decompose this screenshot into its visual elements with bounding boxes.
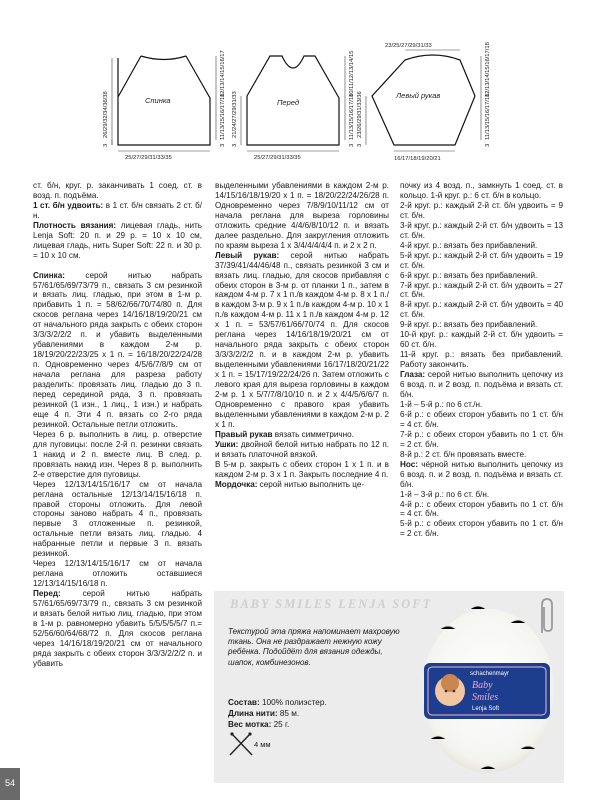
page-number: 54 bbox=[4, 778, 15, 788]
yarn-info-box bbox=[214, 591, 564, 783]
svg-text:3: 3 bbox=[232, 143, 238, 147]
svg-text:3: 3 bbox=[103, 143, 109, 147]
svg-text:schachenmayr: schachenmayr bbox=[470, 671, 510, 677]
paragraph: 1 ст. б/н удвоить: в 1 ст. б/н связать 2 ст. б/н. bbox=[33, 200, 202, 220]
paragraph: 9-й круг. р.: вязать без прибавлений. bbox=[400, 320, 538, 330]
paragraph: Спинка: серой нитью набрать 57/61/65/69/73/79 п., связать 3 см резинкой и вязать лиц. гладью, при этом в 1-м р. прибавить 1 п. = 58/62/66/70/74/80 п. Для скосов реглана через 14/16/18/19/20/21 см от начального ряда закрыть с обеих сторон 3/3/3/2/2/2 п. и убавить выделенными убавлениями в каждом 2-м р. 18/19/20/22/23/25 х 1 п. = 16/18/20/22/24/28 п. Одновременно через 4/5/6/7/8/9 см от начала реглана для разреза работу разделить: провязать лиц. гладью до 3 п. перед серединой ряда, 3 п. провязать резинкой (1 изн., 1 лиц., 1 изн.) и набрать еще 4 п. Эти 4 п. вязать со 2-го ряда резинкой. Остальные петли отложить. bbox=[33, 270, 202, 429]
paragraph: 3-й круг. р.: каждый 2-й ст. б/н удвоить = 13 ст. б/н. bbox=[400, 220, 563, 240]
paragraph: 6-й р.: с обеих сторон убавить по 1 ст. б/н = 4 ст. б/н. bbox=[400, 409, 563, 429]
front-raglan: 10/11/12/13/14/15 bbox=[349, 50, 355, 97]
paragraph: Через 12/13/14/15/16/17 см от начала реглана отложить оставшиеся 12/13/14/15/16/18 п. bbox=[33, 559, 202, 589]
pattern-schematics bbox=[0, 0, 596, 178]
paragraph: В 5-м р. закрыть с обеих сторон 1 х 1 п. и в каждом 2-м р. 3 х 1 п. Закрыть последние 4 п. bbox=[215, 459, 389, 479]
paragraph: Мордочка: серой нитью выполнить це- bbox=[215, 479, 365, 489]
paragraph: 6-й круг. р.: вязать без прибавлений. bbox=[400, 270, 538, 280]
instructions-column-1 bbox=[33, 181, 202, 669]
paragraph: выделенными убавлениями в каждом 2-м р. 14/15/16/18/19/20 х 1 п. = 18/20/22/24/26/28 п. Одновременно через 7/8/9/10/11/12 см от начала реглана для выреза горловины отложить средние 4/4/6/8/10/12 п. и вязать далее раздельно. Для закругления отложить по краям выреза 1 х 3/4/4/4/4/4 п. и 2 х 2 п. bbox=[215, 181, 389, 250]
knitting-needles-icon bbox=[228, 731, 254, 757]
needle-size: 4 мм bbox=[254, 740, 271, 749]
back-label: Спинка bbox=[145, 96, 171, 105]
paragraph: Нос: чёрной нитью выполнить цепочку из 6 возд. п. и 2 возд. п. подъёма и вязать ст. б/н. bbox=[400, 459, 563, 489]
yarn-composition: Состав: 100% полиэстер. bbox=[228, 698, 327, 707]
instructions-column-3 bbox=[400, 181, 563, 539]
back-width: 25/27/29/31/33/35 bbox=[125, 155, 172, 161]
svg-text:Baby: Baby bbox=[472, 680, 493, 691]
yarn-length: Длина нити: 85 м. bbox=[228, 709, 300, 718]
svg-text:Smiles: Smiles bbox=[472, 692, 499, 703]
paragraph: ст. б/н, круг. р. заканчивать 1 соед. ст. в возд. п. подъёма. bbox=[33, 181, 202, 200]
sleeve-width: 16/17/18/19/20/21 bbox=[394, 156, 441, 162]
paragraph: 11-й круг. р.: вязать без прибавлений. Работу закончить. bbox=[400, 350, 563, 370]
paragraph: 8-й р.: 2 ст. б/н провязать вместе. bbox=[400, 449, 527, 459]
paragraph: Глаза: серой нитью выполнить цепочку из 6 возд. п. и 2 возд. п. подъёма и вязать ст. б/н. bbox=[400, 370, 563, 400]
paragraph: 5-й р.: с обеих сторон убавить по 1 ст. б/н = 2 ст. б/н. bbox=[400, 519, 563, 539]
svg-text:3: 3 bbox=[485, 143, 491, 147]
yarn-title: BABY SMILES LENJA SOFT bbox=[230, 597, 433, 611]
front-label: Перед bbox=[277, 98, 300, 107]
paragraph: 7-й круг. р.: каждый 2-й ст. б/н удвоить = 27 ст. б/н. bbox=[400, 280, 563, 300]
sleeve-height: 23/26/29/31/33/36 bbox=[357, 91, 363, 138]
paragraph: 8-й круг. р.: каждый 2-й ст. б/н удвоить = 40 ст. б/н. bbox=[400, 300, 563, 320]
paragraph: Левый рукав: серой нитью набрать 37/39/41/44/46/48 п., связать резинкой 3 см и вязать лиц. гладью, для скосов прибавляя с обеих сторон в 3-м р. от планки 1 п., затем в каждом 4-м р. 7 х 1 п./в каждом 4-м р. 8 х 1 п./в каждом 3-м р. 9 х 1 п./в каждом 4-м р. 10 х 1 п./в каждом 4-м р. 11 х 1 п./в каждом 4-м р. 12 х 1 п. = 53/57/61/66/70/74 п. Для скосов реглана через 14/16/18/19/20/21 см от начального ряда закрыть с обеих сторон 3/3/3/2/2/2 п. и в каждом 2-м р. убавить выделенными убавлениями 16/17/18/20/21/22 х 1 п. = 15/17/19/22/24/26 п. Затем отложить с левого края для выреза горловины в каждом 2-м р. 1 х 5/7/7/8/10/10 п. и 2 х 4/4/5/6/6/7 п. Одновременно с правого края убавить выделенными убавлениями в каждом 2-м р. 2 х 1 п. bbox=[215, 250, 389, 429]
back-raglan: 12/13/14/15/16/17 bbox=[220, 50, 226, 97]
paragraph: 5-й круг. р.: каждый 2-й ст. б/н удвоить = 19 ст. б/н. bbox=[400, 250, 563, 270]
back-height: 26/29/32/34/36/38 bbox=[103, 91, 109, 138]
paragraph: 4-й р.: с обеих сторон убавить по 1 ст. б/н = 4 ст. б/н. bbox=[400, 499, 563, 519]
paragraph: 2-й круг. р.: каждый 2-й ст. б/н удвоить = 9 ст. б/н. bbox=[400, 200, 563, 220]
svg-text:3: 3 bbox=[349, 143, 355, 147]
instructions-column-2 bbox=[215, 181, 389, 490]
front-height: 21/24/27/29/31/33 bbox=[232, 91, 238, 138]
svg-text:3: 3 bbox=[357, 143, 363, 147]
paragraph: 1-й – 5-й р.: по 6 ст./н. bbox=[400, 399, 483, 409]
front-width: 25/27/29/31/33/35 bbox=[254, 155, 301, 161]
paragraph: Плотность вязания: лицевая гладь, нить Lenja Soft: 20 п. и 29 р. = 10 х 10 см, лицевая гладь, нить Super Soft: 22 п. и 30 р. = 10 х 10 см. bbox=[33, 220, 202, 260]
sleeve-label: Левый рукав bbox=[396, 91, 441, 100]
back-side: 11/13/15/16/17/18 bbox=[220, 93, 226, 140]
paragraph: Через 12/13/14/15/16/17 см от начала реглана остальные 12/13/14/15/16/18 п. правой стороны отложить. Для левой стороны заново набрать 4 п., провязать первые 3 отложенные п. резинкой, остальные петли вязать лиц. гладью. 4 набранные петли и первые 3 п. вязать резинкой. bbox=[33, 479, 202, 559]
paragraph: 7-й р.: с обеих сторон убавить по 1 ст. б/н = 2 ст. б/н. bbox=[400, 429, 563, 449]
svg-text:Lenja Soft: Lenja Soft bbox=[472, 706, 500, 712]
paragraph: почку из 4 возд. п., замкнуть 1 соед. ст. в кольцо. 1-й круг. р.: 6 ст. б/н в кольцо. bbox=[400, 181, 563, 200]
paragraph: Через 6 р. выполнить в лиц. р. отверстие для пуговицы: после 2-й п. резинки связать 1 накид и 2 п. вместе лиц. В след. р. провязать накид изн. Через 8 р. выполнить 2-е отверстие для пуговицы. bbox=[33, 429, 202, 479]
paragraph: Перед: серой нитью набрать 57/61/65/69/73/79 п., связать 3 см резинкой и вязать белой нитью лиц. гладью, при этом в 1-м р. равномерно убавить 5/5/5/5/5/7 п.= 52/56/60/64/68/72 п. Для скосов реглана через 14/16/18/19/20/21 см от начального ряда закрыть с обеих сторон 3/3/3/2/2/2 п. и убавить bbox=[33, 589, 202, 668]
sleeve-raglan: 12/13/14/15/16/17/18 bbox=[485, 42, 491, 97]
sleeve-outline bbox=[372, 55, 475, 145]
paragraph: Ушки: двойной белой нитью набрать по 12 п. и вязать платочной вязкой. bbox=[215, 439, 389, 459]
front-side: 11/13/15/16/17/18 bbox=[349, 93, 355, 140]
paragraph bbox=[33, 261, 202, 271]
paperclip-icon bbox=[537, 597, 557, 635]
paragraph: 1-й – 3-й р.: по 6 ст. б/н. bbox=[400, 489, 490, 499]
sleeve-top-width: 23/25/27/29/31/33 bbox=[385, 43, 432, 49]
sleeve-side: 11/13/15/16/17/18 bbox=[485, 93, 491, 140]
paragraph: 4-й круг. р.: вязать без прибавлений. bbox=[400, 240, 538, 250]
yarn-weight: Вес мотка: 25 г. bbox=[228, 720, 290, 729]
yarn-description: Текстурой эта пряжа напоминает махровую ткань. Она не раздражает нежную кожу ребёнка. Подойдёт для вязания одежды, шапок, комбинезонов. bbox=[228, 627, 400, 667]
paragraph: Правый рукав вязать симметрично. bbox=[215, 429, 354, 439]
svg-text:3: 3 bbox=[220, 143, 226, 147]
paragraph: 10-й круг. р.: каждый 2-й ст. б/н удвоить = 60 ст. б/н. bbox=[400, 330, 563, 350]
